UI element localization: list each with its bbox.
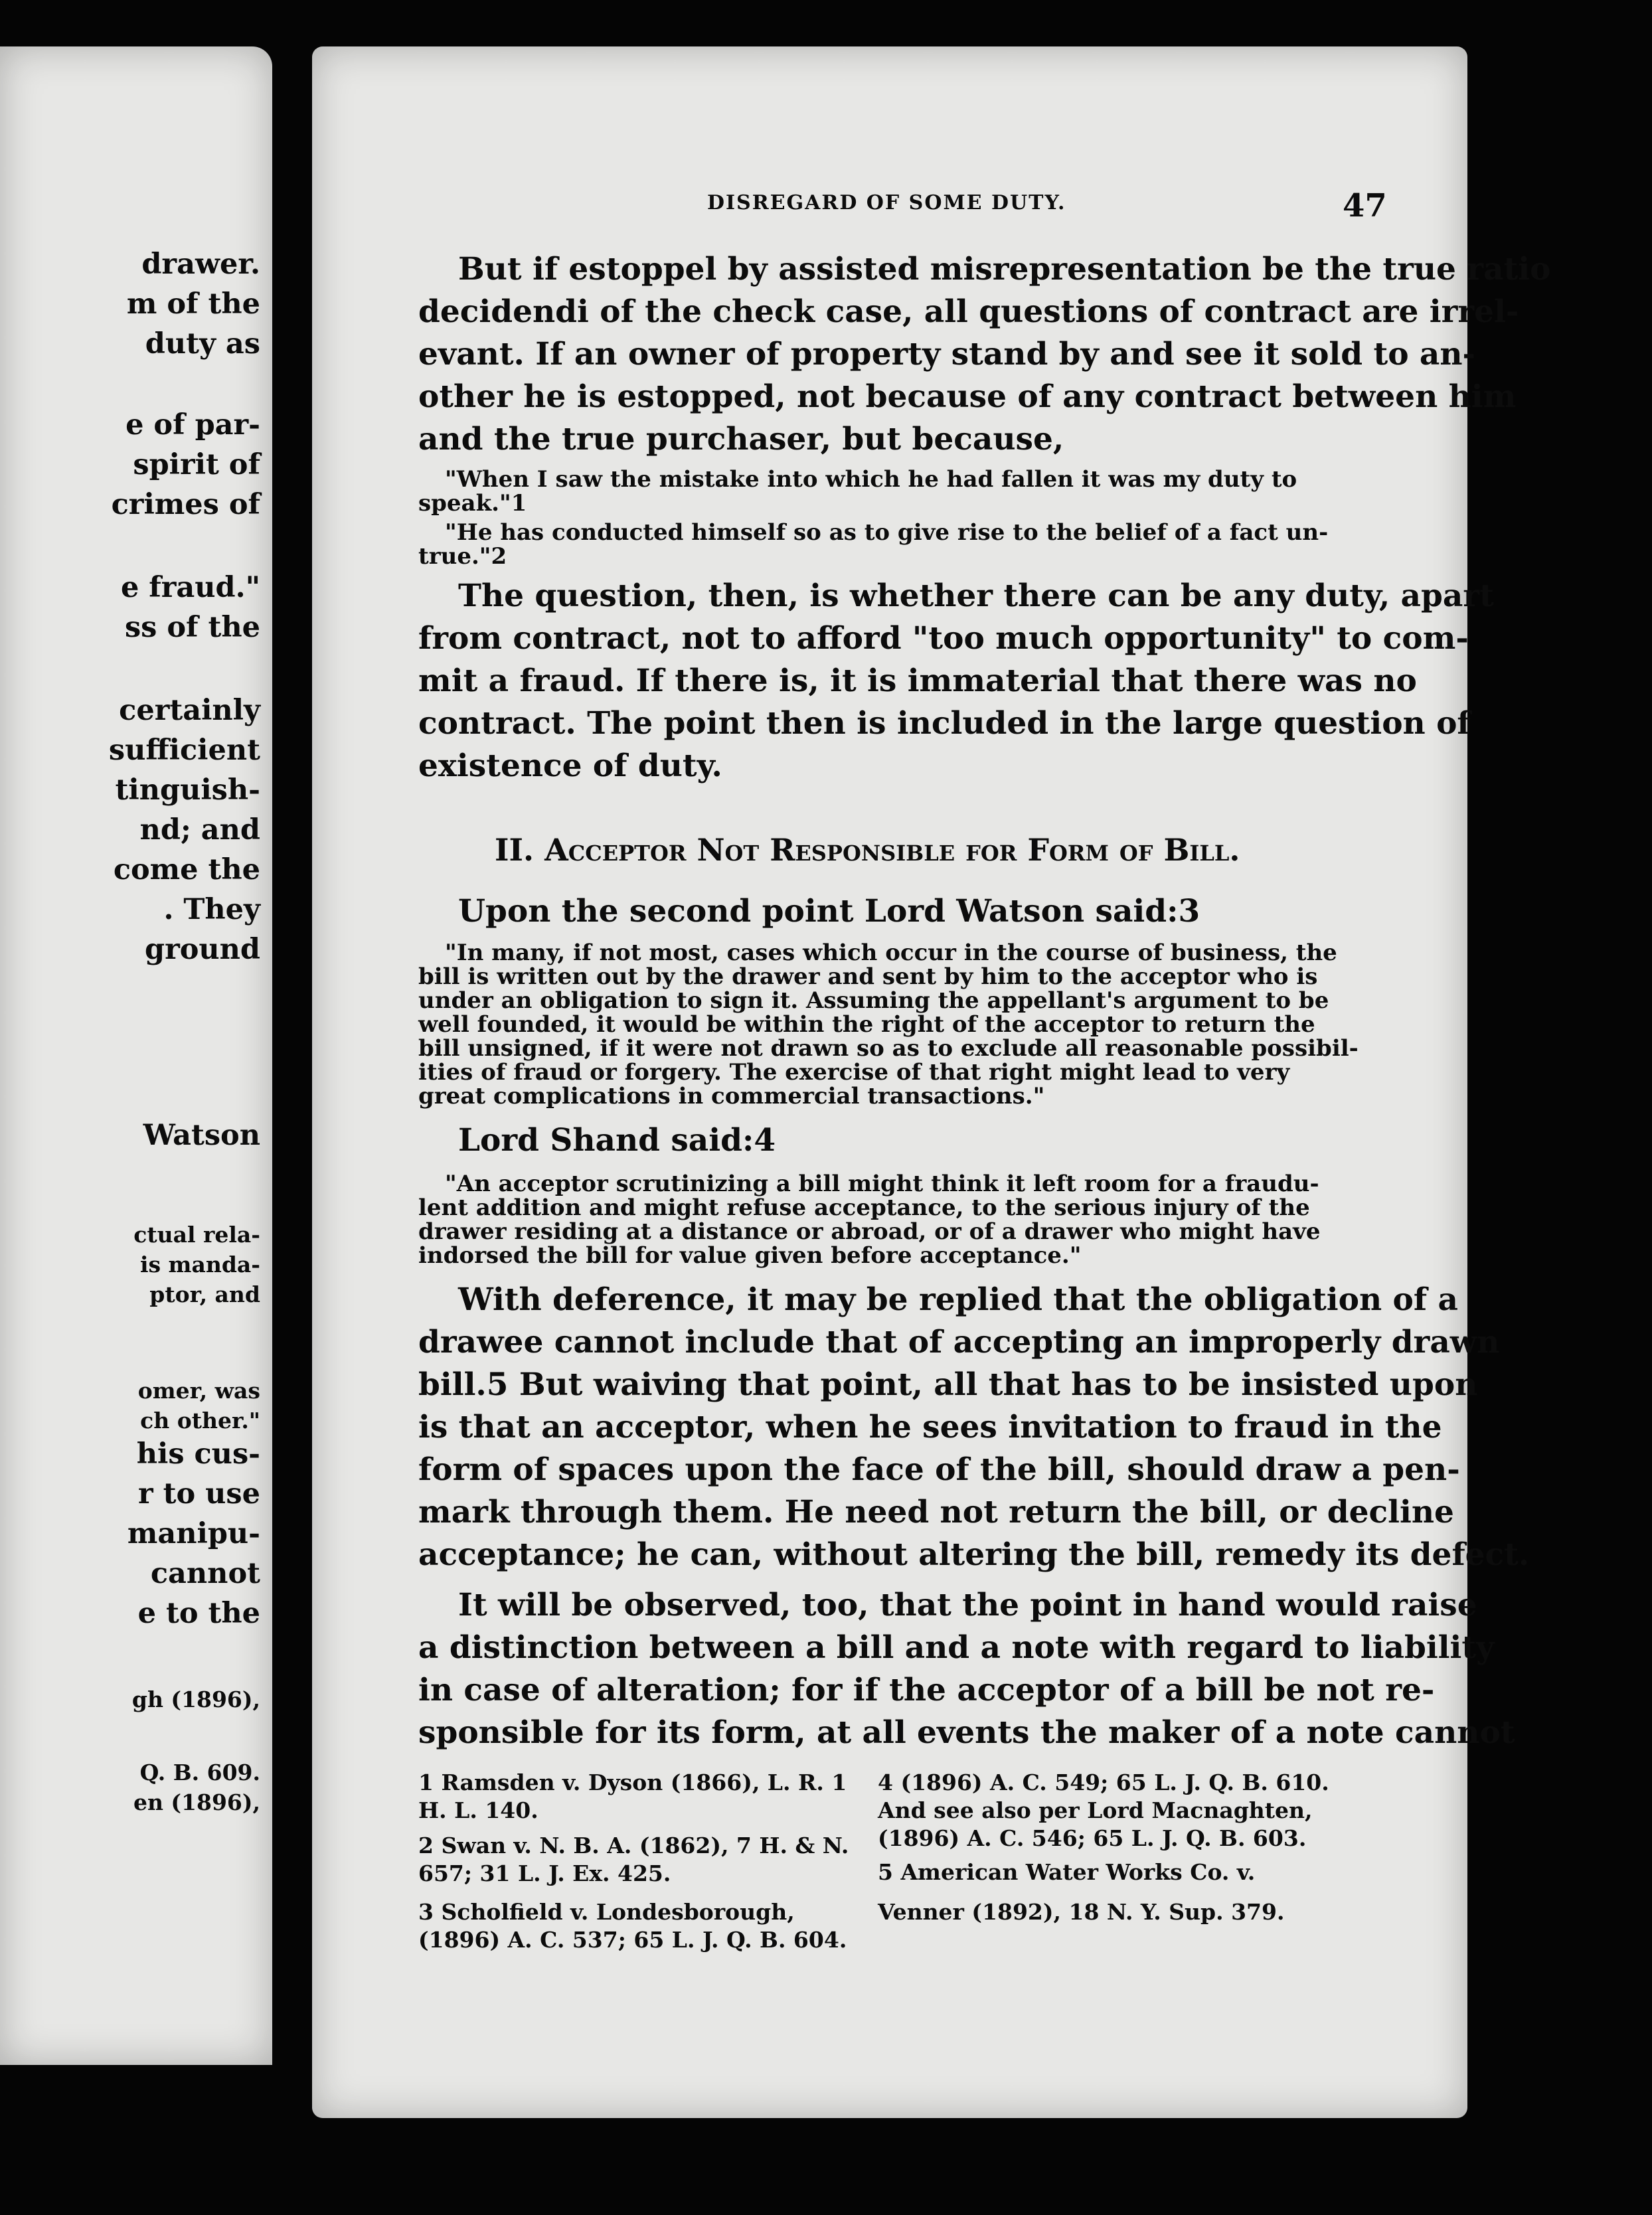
facing-line: cannot — [150, 1557, 260, 1590]
footnote-line: And see also per Lord Macnaghten, — [878, 1797, 1313, 1823]
facing-line: . They — [163, 893, 260, 926]
block-quote-line: bill is written out by the drawer and sent by him to the acceptor who is — [418, 963, 1318, 990]
footnote-line: 2 Swan v. N. B. A. (1862), 7 H. & N. — [418, 1833, 849, 1858]
facing-line: omer, was — [137, 1378, 260, 1404]
paragraph-line: decidendi of the check case, all questions of contract are irrel- — [418, 293, 1519, 330]
facing-line: e to the — [137, 1597, 260, 1630]
footnote-line: 5 American Water Works Co. v. — [878, 1859, 1256, 1885]
block-quote-line: lent addition and might refuse acceptance, to the serious injury of the — [418, 1194, 1310, 1221]
facing-line: certainly — [119, 694, 260, 727]
paragraph-line: contract. The point then is included in the large question of — [418, 705, 1471, 742]
facing-line: ss of the — [124, 611, 260, 644]
facing-line: ground — [145, 933, 260, 966]
paragraph-line: and the true purchaser, but because, — [418, 421, 1064, 457]
facing-line: drawer. — [141, 248, 260, 281]
paragraph-line: from contract, not to afford "too much opportunity" to com- — [418, 620, 1469, 657]
facing-line: m of the — [126, 287, 260, 321]
paragraph-line: mit a fraud. If there is, it is immaterial that there was no — [418, 663, 1417, 699]
paragraph-line: mark through them. He need not return the bill, or decline — [418, 1494, 1454, 1530]
footnote-line: Venner (1892), 18 N. Y. Sup. 379. — [878, 1899, 1285, 1925]
paragraph-line: other he is estopped, not because of any contract between him — [418, 378, 1517, 415]
paragraph-line: sponsible for its form, at all events the maker of a note cannot — [418, 1714, 1515, 1751]
block-quote-line: "An acceptor scrutinizing a bill might think it left room for a fraudu- — [445, 1171, 1319, 1197]
facing-line: come the — [113, 853, 260, 886]
facing-line: nd; and — [139, 813, 260, 847]
facing-line: ctual rela- — [133, 1222, 260, 1248]
facing-line: e fraud." — [120, 571, 260, 604]
facing-line: duty as — [145, 327, 260, 361]
footnote-line: (1896) A. C. 537; 65 L. J. Q. B. 604. — [418, 1927, 847, 1953]
facing-line: ptor, and — [149, 1281, 260, 1307]
facing-line: gh (1896), — [131, 1686, 260, 1712]
facing-line: manipu- — [127, 1517, 260, 1550]
footnote-line: 1 Ramsden v. Dyson (1866), L. R. 1 — [418, 1769, 847, 1795]
facing-line: his cus- — [136, 1437, 260, 1471]
paragraph-line: acceptance; he can, without altering the bill, remedy its defect. — [418, 1536, 1530, 1573]
block-quote-line: speak."1 — [418, 490, 527, 517]
facing-line: is manda- — [139, 1252, 260, 1277]
paragraph-line: drawee cannot include that of accepting an improperly drawn — [418, 1324, 1500, 1360]
page-number: 47 — [1343, 187, 1387, 224]
facing-line: sufficient — [108, 734, 260, 767]
footnote-line: (1896) A. C. 546; 65 L. J. Q. B. 603. — [878, 1825, 1307, 1851]
paragraph-line: The question, then, is whether there can be any duty, apart — [458, 578, 1494, 614]
facing-line: r to use — [138, 1477, 260, 1511]
paragraph-line: in case of alteration; for if the acceptor of a bill be not re- — [418, 1672, 1435, 1708]
block-quote-line: ities of fraud or forgery. The exercise of that right might lead to very — [418, 1059, 1290, 1086]
facing-line: en (1896), — [133, 1789, 260, 1815]
block-quote-line: indorsed the bill for value given before acceptance." — [418, 1242, 1082, 1269]
paragraph-text: But if estoppel by assisted misrepresentation be the true ratio — [458, 251, 1551, 287]
paragraph-line: With deference, it may be replied that the obligation of a — [458, 1281, 1458, 1318]
footnote-line: H. L. 140. — [418, 1797, 538, 1823]
block-quote-line: great complications in commercial transactions." — [418, 1083, 1045, 1109]
block-quote-line: "In many, if not most, cases which occur in the course of business, the — [445, 940, 1337, 966]
facing-line: Q. B. 609. — [139, 1760, 260, 1785]
facing-line: e of par- — [125, 408, 260, 442]
paragraph-line: bill.5 But waiving that point, all that has to be insisted upon — [418, 1366, 1478, 1403]
block-quote-line: under an obligation to sign it. Assuming the appellant's argument to be — [418, 987, 1329, 1014]
facing-page-fragment — [0, 46, 272, 2065]
block-quote-line: "He has conducted himself so as to give rise to the belief of a fact un- — [445, 519, 1329, 546]
facing-line: Watson — [143, 1119, 260, 1152]
paragraph-line: evant. If an owner of property stand by and see it sold to an- — [418, 336, 1476, 372]
watson-intro: Upon the second point Lord Watson said:3 — [458, 893, 1200, 930]
footnote-line: 3 Scholfield v. Londesborough, — [418, 1899, 795, 1925]
block-quote-line: "When I saw the mistake into which he had fallen it was my duty to — [445, 466, 1297, 493]
block-quote-line: bill unsigned, if it were not drawn so as to exclude all reasonable possibil- — [418, 1035, 1359, 1062]
block-quote-line: drawer residing at a distance or abroad, or of a drawer who might have — [418, 1218, 1321, 1245]
facing-line: spirit of — [133, 448, 260, 481]
paragraph-line: existence of duty. — [418, 748, 722, 784]
footnote-line: 4 (1896) A. C. 549; 65 L. J. Q. B. 610. — [878, 1769, 1329, 1795]
facing-line: tinguish- — [115, 774, 260, 807]
block-quote-line: well founded, it would be within the right of the acceptor to return the — [418, 1011, 1315, 1038]
section-heading: II. Acceptor Not Responsible for Form of Bill. — [495, 832, 1240, 868]
paragraph-line: It will be observed, too, that the point in hand would raise — [458, 1587, 1477, 1623]
paragraph-line: form of spaces upon the face of the bill, should draw a pen- — [418, 1451, 1460, 1488]
shand-intro: Lord Shand said:4 — [458, 1122, 776, 1159]
block-quote-line: true."2 — [418, 543, 507, 570]
running-head: DISREGARD OF SOME DUTY. — [707, 191, 1066, 214]
paragraph-line: is that an acceptor, when he sees invitation to fraud in the — [418, 1409, 1442, 1445]
facing-line: ch other." — [140, 1408, 260, 1434]
facing-line: crimes of — [111, 488, 260, 521]
paragraph-line: a distinction between a bill and a note with regard to liability — [418, 1629, 1495, 1666]
footnote-line: 657; 31 L. J. Ex. 425. — [418, 1860, 671, 1886]
paragraph-line — [458, 251, 1550, 287]
